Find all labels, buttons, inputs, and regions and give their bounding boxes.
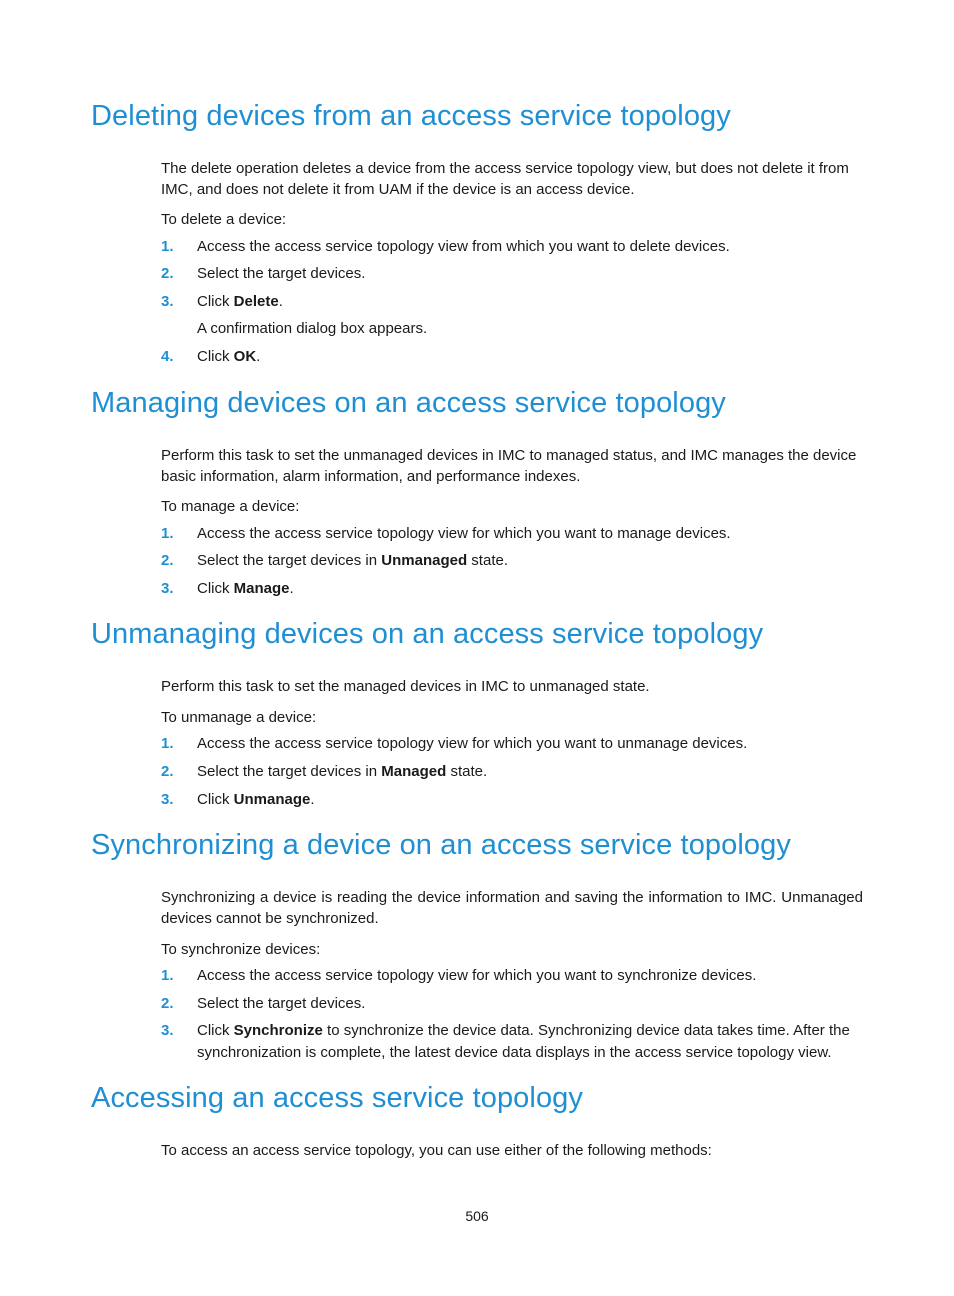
step-text: Access the access service topology view for which you want to unmanage devices. bbox=[197, 735, 748, 752]
step-text: Click Delete. bbox=[197, 293, 283, 310]
step-text: Click OK. bbox=[197, 348, 261, 365]
step-number: 3. bbox=[161, 791, 174, 808]
step-text: Select the target devices in Managed state. bbox=[197, 763, 488, 780]
step-number: 2. bbox=[161, 265, 174, 282]
step-number: 1. bbox=[161, 967, 174, 984]
step-number: 4. bbox=[161, 348, 174, 365]
step-number: 2. bbox=[161, 552, 174, 569]
step-number: 2. bbox=[161, 995, 174, 1012]
section-intro: Perform this task to set the managed devices in IMC to unmanaged state. bbox=[161, 678, 650, 695]
section-intro: Perform this task to set the unmanaged devices in IMC to managed status, and IMC manages the device basic information, alarm information, and performance indexes. bbox=[161, 447, 857, 485]
step-text: Click Unmanage. bbox=[197, 791, 315, 808]
step-text: Click Manage. bbox=[197, 580, 294, 597]
section-lead: To delete a device: bbox=[161, 211, 287, 228]
section-intro: Synchronizing a device is reading the device information and saving the information to IMC. Unmanaged devices cannot be synchronized. bbox=[161, 889, 863, 927]
page-number: 506 bbox=[465, 1208, 489, 1224]
section-title-accessing: Accessing an access service topology bbox=[91, 1082, 584, 1114]
section-title-deleting: Deleting devices from an access service topology bbox=[91, 100, 731, 132]
ui-term: Managed bbox=[381, 763, 447, 780]
step-number: 3. bbox=[161, 1022, 174, 1039]
ui-term: Manage bbox=[233, 580, 290, 597]
ui-term: OK bbox=[233, 348, 257, 365]
ui-term: Synchronize bbox=[233, 1022, 323, 1039]
step-number: 1. bbox=[161, 238, 174, 255]
step-note: A confirmation dialog box appears. bbox=[197, 320, 428, 337]
step-number: 3. bbox=[161, 293, 174, 310]
step-number: 2. bbox=[161, 763, 174, 780]
step-text: Select the target devices in Unmanaged state. bbox=[197, 552, 508, 569]
step-text: Select the target devices. bbox=[197, 265, 366, 282]
step-text: Click Synchronize to synchronize the device data. Synchronizing device data takes time. After the synchronization is complete, the latest device data displays in the access service topology view. bbox=[197, 1022, 850, 1061]
step-number: 1. bbox=[161, 735, 174, 752]
section-title-synchronizing: Synchronizing a device on an access service topology bbox=[91, 829, 791, 861]
ui-term: Unmanage bbox=[233, 791, 311, 808]
step-number: 1. bbox=[161, 525, 174, 542]
section-intro: To access an access service topology, you can use either of the following methods: bbox=[161, 1142, 712, 1159]
section-lead: To unmanage a device: bbox=[161, 709, 317, 726]
step-text: Access the access service topology view from which you want to delete devices. bbox=[197, 238, 730, 255]
section-title-managing: Managing devices on an access service topology bbox=[91, 387, 726, 419]
ui-term: Unmanaged bbox=[381, 552, 468, 569]
section-title-unmanaging: Unmanaging devices on an access service topology bbox=[91, 618, 764, 650]
step-text: Access the access service topology view for which you want to manage devices. bbox=[197, 525, 731, 542]
section-lead: To synchronize devices: bbox=[161, 941, 321, 958]
section-intro: The delete operation deletes a device from the access service topology view, but does not delete it from IMC, and does not delete it from UAM if the device is an access device. bbox=[161, 160, 849, 198]
step-number: 3. bbox=[161, 580, 174, 597]
step-text: Access the access service topology view for which you want to synchronize devices. bbox=[197, 967, 757, 984]
ui-term: Delete bbox=[233, 293, 279, 310]
section-lead: To manage a device: bbox=[161, 498, 300, 515]
step-text: Select the target devices. bbox=[197, 995, 366, 1012]
